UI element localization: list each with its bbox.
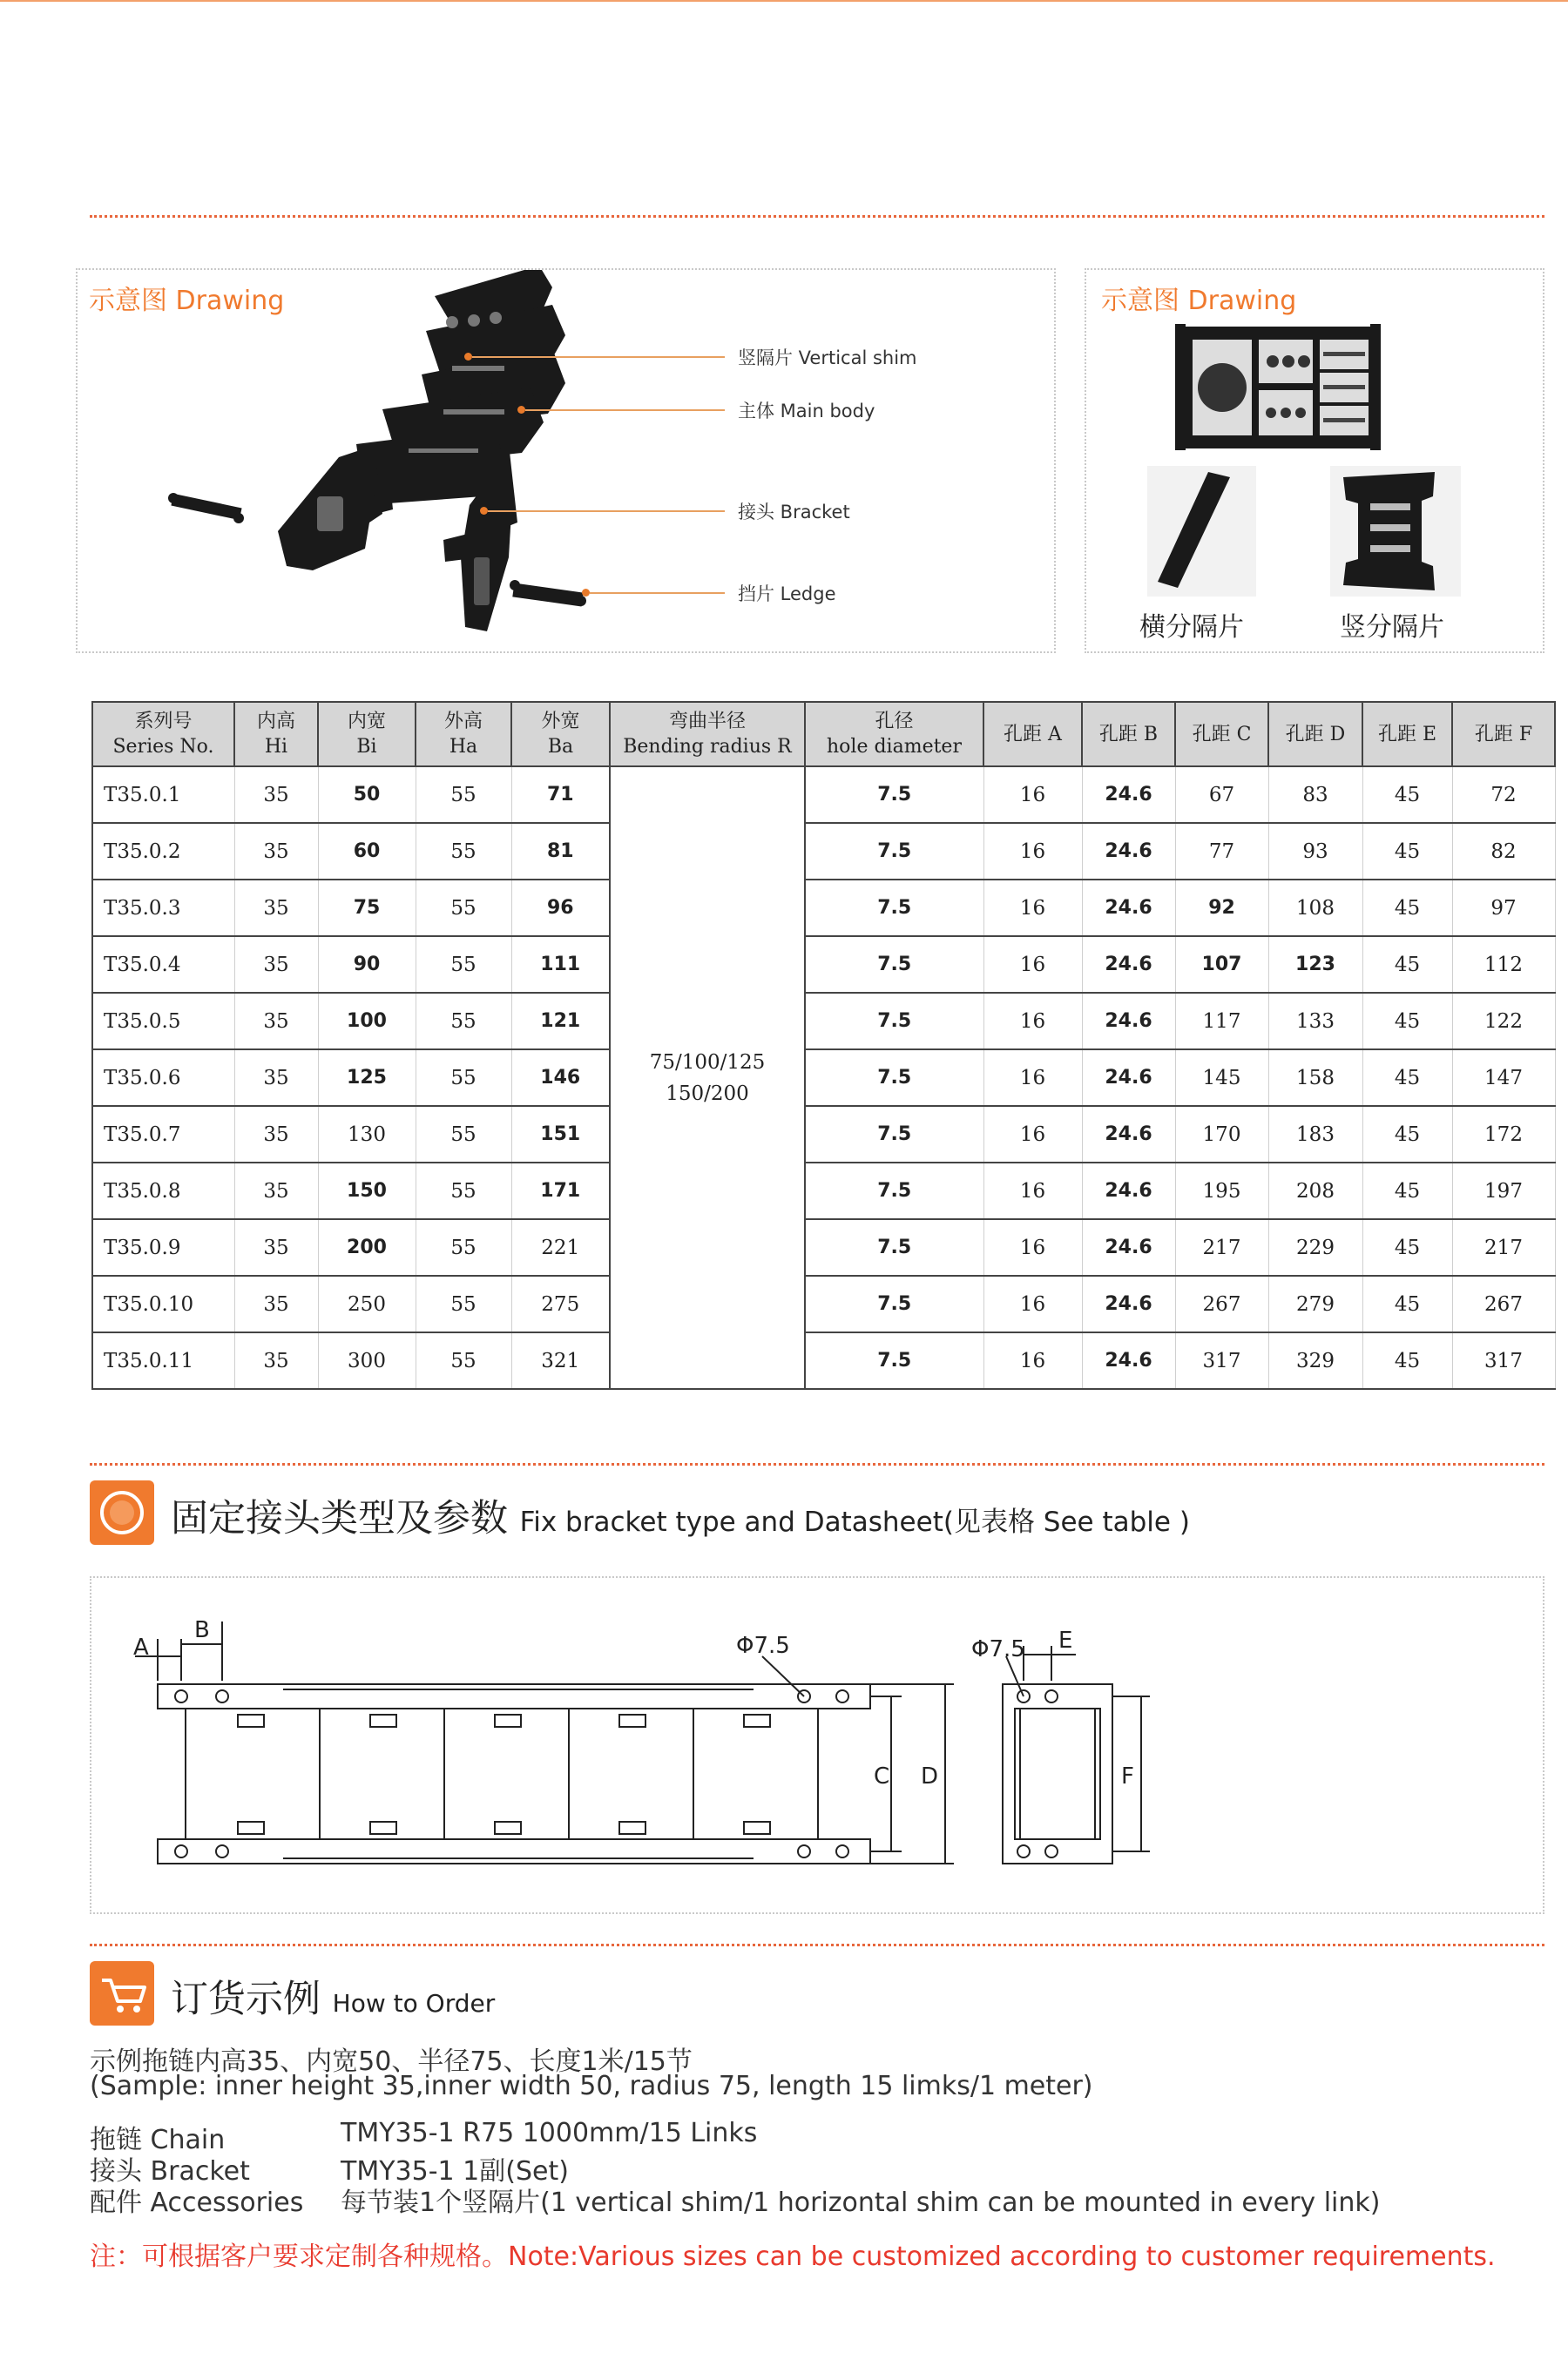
callout-leader	[525, 409, 725, 411]
table-cell: 300	[318, 1332, 416, 1389]
drawing-panel-parts	[76, 268, 1056, 653]
table-cell: 217	[1175, 1219, 1268, 1276]
series-cell: T35.0.10	[92, 1276, 234, 1332]
table-cell: 7.5	[805, 1276, 983, 1332]
table-cell: 77	[1175, 823, 1268, 880]
table-cell: 35	[234, 1219, 318, 1276]
table-row	[92, 1219, 1555, 1276]
callout-dot	[582, 589, 590, 597]
table-cell: 24.6	[1082, 1163, 1175, 1219]
series-cell: T35.0.8	[92, 1163, 234, 1219]
callout-leader	[488, 510, 725, 512]
table-cell: 90	[318, 936, 416, 993]
callout-bracket: 接头 Bracket	[738, 502, 850, 523]
top-rule	[0, 0, 1568, 2]
order-label-accessories: 配件 Accessories	[90, 2188, 304, 2218]
table-cell: 221	[511, 1219, 610, 1276]
column-header-zh: 孔距 F	[1474, 723, 1533, 745]
table-cell: 267	[1175, 1276, 1268, 1332]
table-cell: 35	[234, 880, 318, 936]
table-cell: 45	[1362, 766, 1452, 823]
table-cell: 92	[1175, 880, 1268, 936]
table-cell: 72	[1452, 766, 1555, 823]
column-header	[416, 702, 511, 766]
bending-radius-cell	[610, 766, 805, 1389]
table-cell: 55	[416, 766, 511, 823]
series-cell: T35.0.1	[92, 766, 234, 823]
table-cell: 145	[1175, 1049, 1268, 1106]
table-cell: 55	[416, 1332, 511, 1389]
table-cell: 50	[318, 766, 416, 823]
table-cell: 279	[1268, 1276, 1362, 1332]
callout-main-body: 主体 Main body	[738, 401, 875, 421]
table-cell: 55	[416, 1276, 511, 1332]
table-cell: 208	[1268, 1163, 1362, 1219]
table-row	[92, 766, 1555, 823]
table-cell: 55	[416, 1163, 511, 1219]
column-header-zh: 内高	[256, 711, 295, 732]
table-cell: 45	[1362, 823, 1452, 880]
column-header	[1268, 702, 1362, 766]
table-cell: 146	[511, 1049, 610, 1106]
table-cell: 16	[983, 936, 1082, 993]
column-header-zh: 孔距 C	[1192, 723, 1252, 745]
column-header-zh: 孔径	[875, 711, 914, 732]
table-cell: 55	[416, 880, 511, 936]
table-row	[92, 936, 1555, 993]
callout-vertical-shim: 竖隔片 Vertical shim	[738, 347, 917, 368]
caption-vertical-shim: 竖分隔片	[1340, 612, 1444, 643]
series-cell: T35.0.6	[92, 1049, 234, 1106]
table-cell: 7.5	[805, 1163, 983, 1219]
order-value-chain: TMY35-1 R75 1000mm/15 Links	[341, 2118, 758, 2148]
table-cell: 151	[511, 1106, 610, 1163]
table-row	[92, 1049, 1555, 1106]
table-cell: 93	[1268, 823, 1362, 880]
table-cell: 24.6	[1082, 766, 1175, 823]
column-header	[1362, 702, 1452, 766]
spec-table	[91, 701, 1556, 1390]
column-header-zh: 系列号	[134, 711, 193, 732]
table-cell: 96	[511, 880, 610, 936]
column-header	[92, 702, 234, 766]
order-value-bracket: TMY35-1 1副(Set)	[341, 2156, 569, 2187]
table-cell: 35	[234, 993, 318, 1049]
column-header	[610, 702, 805, 766]
table-cell: 121	[511, 993, 610, 1049]
table-cell: 75	[318, 880, 416, 936]
table-cell: 197	[1452, 1163, 1555, 1219]
table-cell: 100	[318, 993, 416, 1049]
table-cell: 317	[1175, 1332, 1268, 1389]
table-cell: 55	[416, 1219, 511, 1276]
table-cell: 55	[416, 993, 511, 1049]
column-header-en: hole diameter	[827, 736, 962, 758]
shim-illustration	[1086, 270, 1546, 655]
table-cell: 16	[983, 1276, 1082, 1332]
table-cell: 7.5	[805, 936, 983, 993]
table-cell: 45	[1362, 1106, 1452, 1163]
table-cell: 16	[983, 880, 1082, 936]
table-cell: 130	[318, 1106, 416, 1163]
series-cell: T35.0.11	[92, 1332, 234, 1389]
table-cell: 24.6	[1082, 1106, 1175, 1163]
table-cell: 7.5	[805, 1106, 983, 1163]
table-cell: 45	[1362, 993, 1452, 1049]
table-cell: 158	[1268, 1049, 1362, 1106]
bending-radius-value: 75/100/125	[649, 1050, 766, 1074]
table-cell: 107	[1175, 936, 1268, 993]
table-cell: 24.6	[1082, 1332, 1175, 1389]
table-cell: 183	[1268, 1106, 1362, 1163]
column-header	[511, 702, 610, 766]
table-cell: 200	[318, 1219, 416, 1276]
table-cell: 7.5	[805, 1049, 983, 1106]
table-cell: 35	[234, 1332, 318, 1389]
table-cell: 55	[416, 936, 511, 993]
order-sample-zh: 示例拖链内高35、内宽50、半径75、长度1米/15节	[90, 2046, 693, 2077]
table-cell: 16	[983, 823, 1082, 880]
table-header-row	[92, 702, 1555, 766]
table-cell: 250	[318, 1276, 416, 1332]
table-cell: 172	[1452, 1106, 1555, 1163]
cart-icon	[90, 1961, 154, 2026]
callout-ledge: 挡片 Ledge	[738, 583, 836, 604]
callout-dot	[464, 353, 472, 361]
order-value-accessories: 每节装1个竖隔片(1 vertical shim/1 horizontal shim can be mounted in every link)	[341, 2188, 1381, 2218]
order-title-en: How to Order	[332, 1989, 496, 2018]
series-cell: T35.0.2	[92, 823, 234, 880]
table-cell: 24.6	[1082, 993, 1175, 1049]
column-header-en: Bi	[356, 736, 377, 758]
table-row	[92, 1276, 1555, 1332]
column-header-en: Series No.	[112, 736, 214, 758]
column-header	[805, 702, 983, 766]
table-cell: 150	[318, 1163, 416, 1219]
column-header-zh: 外高	[443, 711, 483, 732]
table-cell: 16	[983, 1049, 1082, 1106]
table-cell: 24.6	[1082, 936, 1175, 993]
table-cell: 24.6	[1082, 1276, 1175, 1332]
section-title-en: Fix bracket type and Datasheet(见表格 See table )	[519, 1507, 1190, 1538]
table-cell: 16	[983, 1219, 1082, 1276]
bracket-diagram-panel	[90, 1576, 1544, 1914]
dim-label-b: B	[194, 1617, 210, 1643]
table-cell: 24.6	[1082, 823, 1175, 880]
order-label-chain: 拖链 Chain	[90, 2125, 226, 2155]
callout-dot	[517, 406, 525, 414]
section-title-zh: 固定接头类型及参数	[171, 1497, 508, 1541]
table-cell: 229	[1268, 1219, 1362, 1276]
table-cell: 45	[1362, 1332, 1452, 1389]
column-header	[983, 702, 1082, 766]
table-cell: 217	[1452, 1219, 1555, 1276]
table-cell: 317	[1452, 1332, 1555, 1389]
customization-note: 注：可根据客户要求定制各种规格。Note:Various sizes can be customized according to customer requirements.	[90, 2242, 1496, 2272]
table-cell: 16	[983, 1332, 1082, 1389]
table-cell: 45	[1362, 936, 1452, 993]
column-header	[234, 702, 318, 766]
table-cell: 275	[511, 1276, 610, 1332]
series-cell: T35.0.3	[92, 880, 234, 936]
table-cell: 7.5	[805, 993, 983, 1049]
table-cell: 195	[1175, 1163, 1268, 1219]
order-label-bracket: 接头 Bracket	[90, 2156, 250, 2187]
series-cell: T35.0.4	[92, 936, 234, 993]
table-cell: 7.5	[805, 1219, 983, 1276]
table-cell: 123	[1268, 936, 1362, 993]
table-cell: 35	[234, 1163, 318, 1219]
table-cell: 97	[1452, 880, 1555, 936]
callout-dot	[480, 507, 488, 515]
table-cell: 16	[983, 766, 1082, 823]
table-cell: 16	[983, 1163, 1082, 1219]
divider-dotted	[90, 215, 1544, 218]
table-cell: 147	[1452, 1049, 1555, 1106]
table-cell: 133	[1268, 993, 1362, 1049]
column-header-zh: 孔距 E	[1377, 723, 1437, 745]
table-row	[92, 1332, 1555, 1389]
column-header-zh: 内宽	[347, 711, 386, 732]
table-cell: 112	[1452, 936, 1555, 993]
table-cell: 83	[1268, 766, 1362, 823]
table-cell: 122	[1452, 993, 1555, 1049]
column-header-zh: 外宽	[541, 711, 580, 732]
column-header	[1175, 702, 1268, 766]
table-cell: 7.5	[805, 1332, 983, 1389]
dim-label-phi-side: Φ7.5	[971, 1636, 1025, 1662]
table-row	[92, 823, 1555, 880]
table-cell: 321	[511, 1332, 610, 1389]
table-cell: 35	[234, 823, 318, 880]
table-cell: 45	[1362, 1163, 1452, 1219]
table-cell: 108	[1268, 880, 1362, 936]
dim-label-a: A	[133, 1635, 149, 1661]
section-title-fix-bracket	[171, 1489, 1190, 1542]
table-cell: 7.5	[805, 766, 983, 823]
table-cell: 170	[1175, 1106, 1268, 1163]
table-cell: 81	[511, 823, 610, 880]
table-cell: 171	[511, 1163, 610, 1219]
dim-label-e: E	[1058, 1628, 1073, 1654]
dim-label-f: F	[1121, 1763, 1134, 1790]
table-cell: 35	[234, 766, 318, 823]
divider-dotted	[90, 1463, 1544, 1466]
table-cell: 35	[234, 1276, 318, 1332]
target-icon	[90, 1480, 154, 1545]
table-cell: 45	[1362, 1219, 1452, 1276]
callout-leader	[590, 592, 725, 594]
column-header	[318, 702, 416, 766]
dim-label-phi: Φ7.5	[736, 1633, 790, 1659]
table-cell: 55	[416, 1106, 511, 1163]
table-cell: 55	[416, 823, 511, 880]
column-header	[1452, 702, 1555, 766]
table-cell: 55	[416, 1049, 511, 1106]
series-cell: T35.0.7	[92, 1106, 234, 1163]
column-header-en: Hi	[264, 736, 288, 758]
table-cell: 35	[234, 936, 318, 993]
table-cell: 7.5	[805, 880, 983, 936]
dim-label-d: D	[921, 1763, 939, 1790]
column-header-zh: 孔距 A	[1004, 723, 1062, 745]
divider-dotted	[90, 1944, 1544, 1946]
table-cell: 24.6	[1082, 1049, 1175, 1106]
table-cell: 82	[1452, 823, 1555, 880]
table-row	[92, 1106, 1555, 1163]
table-cell: 35	[234, 1106, 318, 1163]
callout-leader	[472, 356, 725, 358]
section-title-order	[171, 1970, 495, 2023]
column-header-zh: 孔距 D	[1285, 723, 1346, 745]
table-cell: 111	[511, 936, 610, 993]
caption-horizontal-shim: 横分隔片	[1139, 612, 1244, 643]
series-cell: T35.0.5	[92, 993, 234, 1049]
dim-label-c: C	[874, 1763, 890, 1790]
order-title-zh: 订货示例	[171, 1978, 321, 2021]
order-sample-en: (Sample: inner height 35,inner width 50, radius 75, length 15 limks/1 meter)	[90, 2071, 1093, 2101]
table-cell: 267	[1452, 1276, 1555, 1332]
table-row	[92, 993, 1555, 1049]
column-header-zh: 孔距 B	[1098, 723, 1159, 745]
column-header-en: Ba	[547, 736, 574, 758]
table-cell: 329	[1268, 1332, 1362, 1389]
column-header-zh: 弯曲半径	[668, 711, 746, 732]
chain-parts-illustration	[78, 270, 1058, 655]
table-cell: 45	[1362, 880, 1452, 936]
table-cell: 60	[318, 823, 416, 880]
table-row	[92, 880, 1555, 936]
column-header	[1082, 702, 1175, 766]
drawing-panel-shims	[1085, 268, 1544, 653]
table-cell: 45	[1362, 1276, 1452, 1332]
series-cell: T35.0.9	[92, 1219, 234, 1276]
table-cell: 45	[1362, 1049, 1452, 1106]
table-cell: 117	[1175, 993, 1268, 1049]
table-body	[92, 766, 1555, 1389]
bending-radius-value: 150/200	[666, 1082, 749, 1105]
table-cell: 35	[234, 1049, 318, 1106]
table-cell: 16	[983, 1106, 1082, 1163]
table-cell: 16	[983, 993, 1082, 1049]
column-header-en: Ha	[449, 736, 478, 758]
bracket-dimension-diagram	[91, 1578, 1546, 1916]
column-header-en: Bending radius R	[623, 736, 792, 758]
table-cell: 7.5	[805, 823, 983, 880]
table-row	[92, 1163, 1555, 1219]
panel-title: 示意图 Drawing	[89, 286, 285, 316]
panel-title: 示意图 Drawing	[1101, 286, 1297, 316]
table-cell: 125	[318, 1049, 416, 1106]
table-cell: 24.6	[1082, 1219, 1175, 1276]
table-cell: 24.6	[1082, 880, 1175, 936]
table-cell: 71	[511, 766, 610, 823]
table-cell: 67	[1175, 766, 1268, 823]
